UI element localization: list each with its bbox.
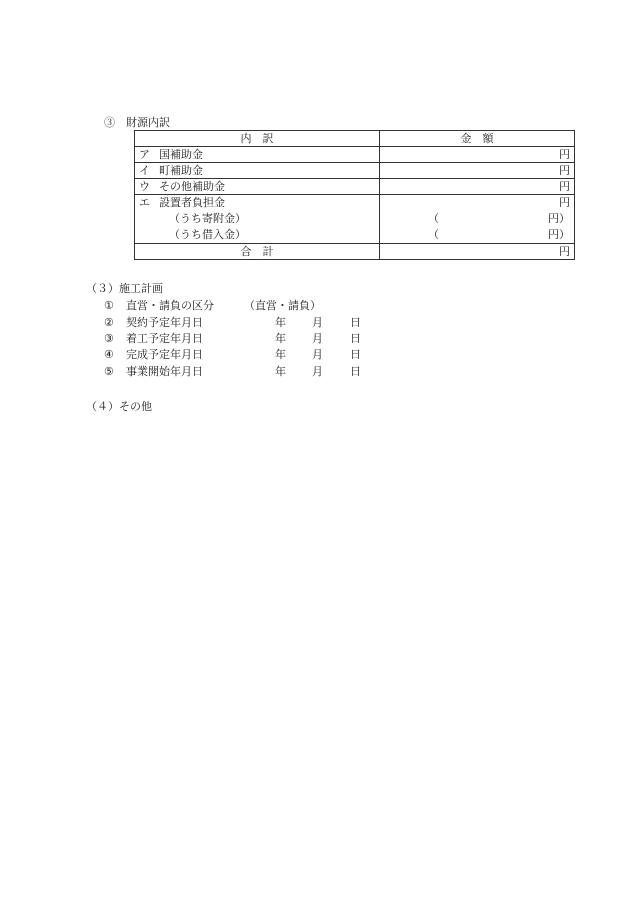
- item-day: 日: [350, 348, 361, 361]
- item-day: 日: [350, 316, 361, 329]
- paren-close: 円）: [548, 212, 570, 225]
- row-mark: エ: [139, 196, 150, 209]
- item-month: 月: [312, 348, 323, 361]
- item-month: 月: [312, 332, 323, 345]
- row-amount: 円: [380, 163, 575, 179]
- item-month: 月: [312, 316, 323, 329]
- sub-row-label: （うち借入金）: [169, 228, 246, 241]
- paren-open: （: [428, 228, 439, 241]
- item-number: ④: [104, 348, 114, 361]
- row-label: 国補助金: [159, 148, 203, 161]
- item-number: ①: [104, 299, 114, 312]
- funding-table: [134, 130, 575, 260]
- item-day: 日: [350, 365, 361, 378]
- item-year: 年: [275, 348, 286, 361]
- item-number: ⑤: [104, 365, 114, 378]
- item-year: 年: [275, 316, 286, 329]
- item-month: 月: [312, 365, 323, 378]
- row-label-cell: [135, 147, 380, 163]
- row-mark: イ: [139, 164, 150, 177]
- item-label: 完成予定年月日: [126, 348, 203, 361]
- item-label: 事業開始年月日: [126, 365, 203, 378]
- item-label: 着工予定年月日: [126, 332, 203, 345]
- item-number: ②: [104, 316, 114, 329]
- table-row: [135, 179, 575, 195]
- row-amount: 円: [380, 147, 575, 163]
- total-label: 合 計: [135, 244, 380, 260]
- sub-row-amount: [384, 211, 570, 227]
- row-amount: 円: [559, 196, 570, 209]
- header-item: 内 訳: [135, 131, 380, 147]
- item-year: 年: [275, 365, 286, 378]
- item-day: 日: [350, 332, 361, 345]
- item-label: 契約予定年月日: [126, 316, 203, 329]
- item-label: 直営・請負の区分: [126, 299, 214, 312]
- row-label-cell: [135, 163, 380, 179]
- item-year: 年: [275, 332, 286, 345]
- table-row: [135, 147, 575, 163]
- table-header-row: [135, 131, 575, 147]
- row-label-cell: [135, 179, 380, 195]
- item-number: ③: [104, 332, 114, 345]
- row-amount: 円: [380, 179, 575, 195]
- sub-row-label: （うち寄附金）: [169, 212, 246, 225]
- row-mark: ウ: [139, 180, 150, 193]
- construction-heading: （３）施工計画: [86, 282, 163, 295]
- funding-heading: ③ 財源内訳: [104, 116, 170, 129]
- paren-open: （: [428, 212, 439, 225]
- row-mark: ア: [139, 148, 150, 161]
- header-amount: 金 額: [380, 131, 575, 147]
- total-amount: 円: [380, 244, 575, 260]
- paren-close: 円）: [548, 228, 570, 241]
- row-main: [139, 195, 375, 211]
- row-label: 町補助金: [159, 164, 203, 177]
- row-label: その他補助金: [159, 180, 225, 193]
- row-amount-cell: [380, 195, 575, 244]
- table-total-row: [135, 244, 575, 260]
- row-label: 設置者負担金: [159, 196, 225, 209]
- other-heading: （４）その他: [86, 400, 152, 413]
- item-value: （直営・請負）: [244, 299, 321, 312]
- table-row: [135, 163, 575, 179]
- row-label-cell: [135, 195, 380, 244]
- table-row: [135, 195, 575, 244]
- sub-row-amount: [384, 227, 570, 243]
